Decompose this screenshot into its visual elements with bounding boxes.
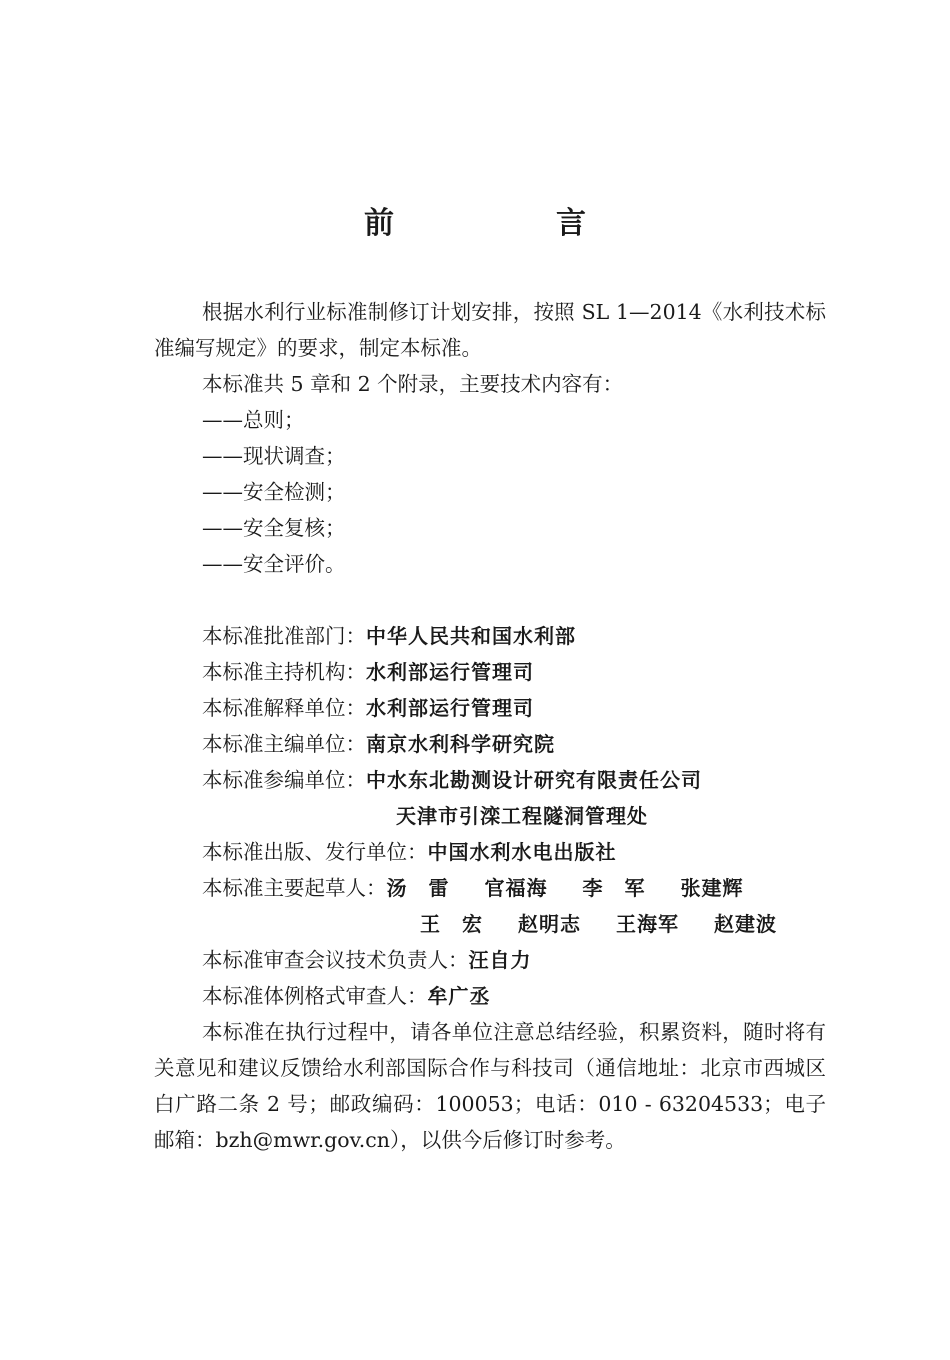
drafters-label: 本标准主要起草人： (202, 876, 387, 900)
intro-paragraph-1: 根据水利行业标准制修订计划安排，按照 SL 1—2014《水利技术标准编写规定》的要求，制定本标准。 (154, 300, 826, 360)
participant-label: 本标准参编单位： (202, 768, 366, 792)
drafters-line (154, 870, 826, 906)
drafter-name: 李 军 (582, 876, 646, 900)
content-item: ——安全检测； (202, 480, 346, 504)
chief-editor-line (154, 726, 826, 762)
approval-dept-value: 中华人民共和国水利部 (366, 624, 576, 648)
drafter-name: 官福海 (484, 876, 548, 900)
drafter-name: 王海军 (616, 912, 679, 936)
host-org-label: 本标准主持机构： (202, 660, 366, 684)
drafter-name: 赵明志 (518, 912, 581, 936)
interpret-org-line (154, 690, 826, 726)
host-org-line (154, 654, 826, 690)
publisher-line (154, 834, 826, 870)
chief-editor-label: 本标准主编单位： (202, 732, 366, 756)
content-item: ——安全复核； (202, 516, 346, 540)
review-tech-line (154, 942, 826, 978)
participant-value-2: 天津市引滦工程隧洞管理处 (396, 804, 648, 828)
drafter-name: 汤 雷 (386, 876, 450, 900)
drafter-name: 赵建波 (714, 912, 777, 936)
approval-dept-line (154, 618, 826, 654)
interpret-org-value: 水利部运行管理司 (366, 696, 534, 720)
review-format-label: 本标准体例格式审查人： (202, 984, 428, 1008)
drafter-name: 王 宏 (420, 912, 483, 936)
participant-line (154, 762, 826, 798)
chief-editor-value: 南京水利科学研究院 (366, 732, 555, 756)
participant-line-cont (154, 798, 826, 834)
host-org-value: 水利部运行管理司 (366, 660, 534, 684)
content-item: ——安全评价。 (202, 552, 346, 576)
drafters-line-cont (154, 906, 826, 942)
content-item: ——总则； (202, 408, 305, 432)
content-item: ——现状调查； (202, 444, 346, 468)
approval-dept-label: 本标准批准部门： (202, 624, 366, 648)
section-gap (154, 582, 826, 618)
review-format-value: 牟广丞 (427, 984, 491, 1008)
document-body (154, 294, 826, 1158)
interpret-org-label: 本标准解释单位： (202, 696, 366, 720)
review-tech-label: 本标准审查会议技术负责人： (202, 948, 469, 972)
participant-value-1: 中水东北勘测设计研究有限责任公司 (366, 768, 702, 792)
review-tech-value: 汪自力 (468, 948, 532, 972)
drafter-name: 张建辉 (680, 876, 744, 900)
intro-paragraph-2: 本标准共 5 章和 2 个附录，主要技术内容有： (202, 372, 624, 396)
closing-paragraph: 本标准在执行过程中，请各单位注意总结经验，积累资料，随时将有关意见和建议反馈给水利部国际合作与科技司（通信地址：北京市西城区白广路二条 2 号；邮政编码：100053；电话：010 - 63204533；电子邮箱：bzh@mwr.gov.cn），以供今后修订时参考。 (154, 1020, 826, 1152)
review-format-line (154, 978, 826, 1014)
publisher-label: 本标准出版、发行单位： (202, 840, 428, 864)
publisher-value: 中国水利水电出版社 (427, 840, 617, 864)
page-title: 前 言 (364, 206, 652, 241)
